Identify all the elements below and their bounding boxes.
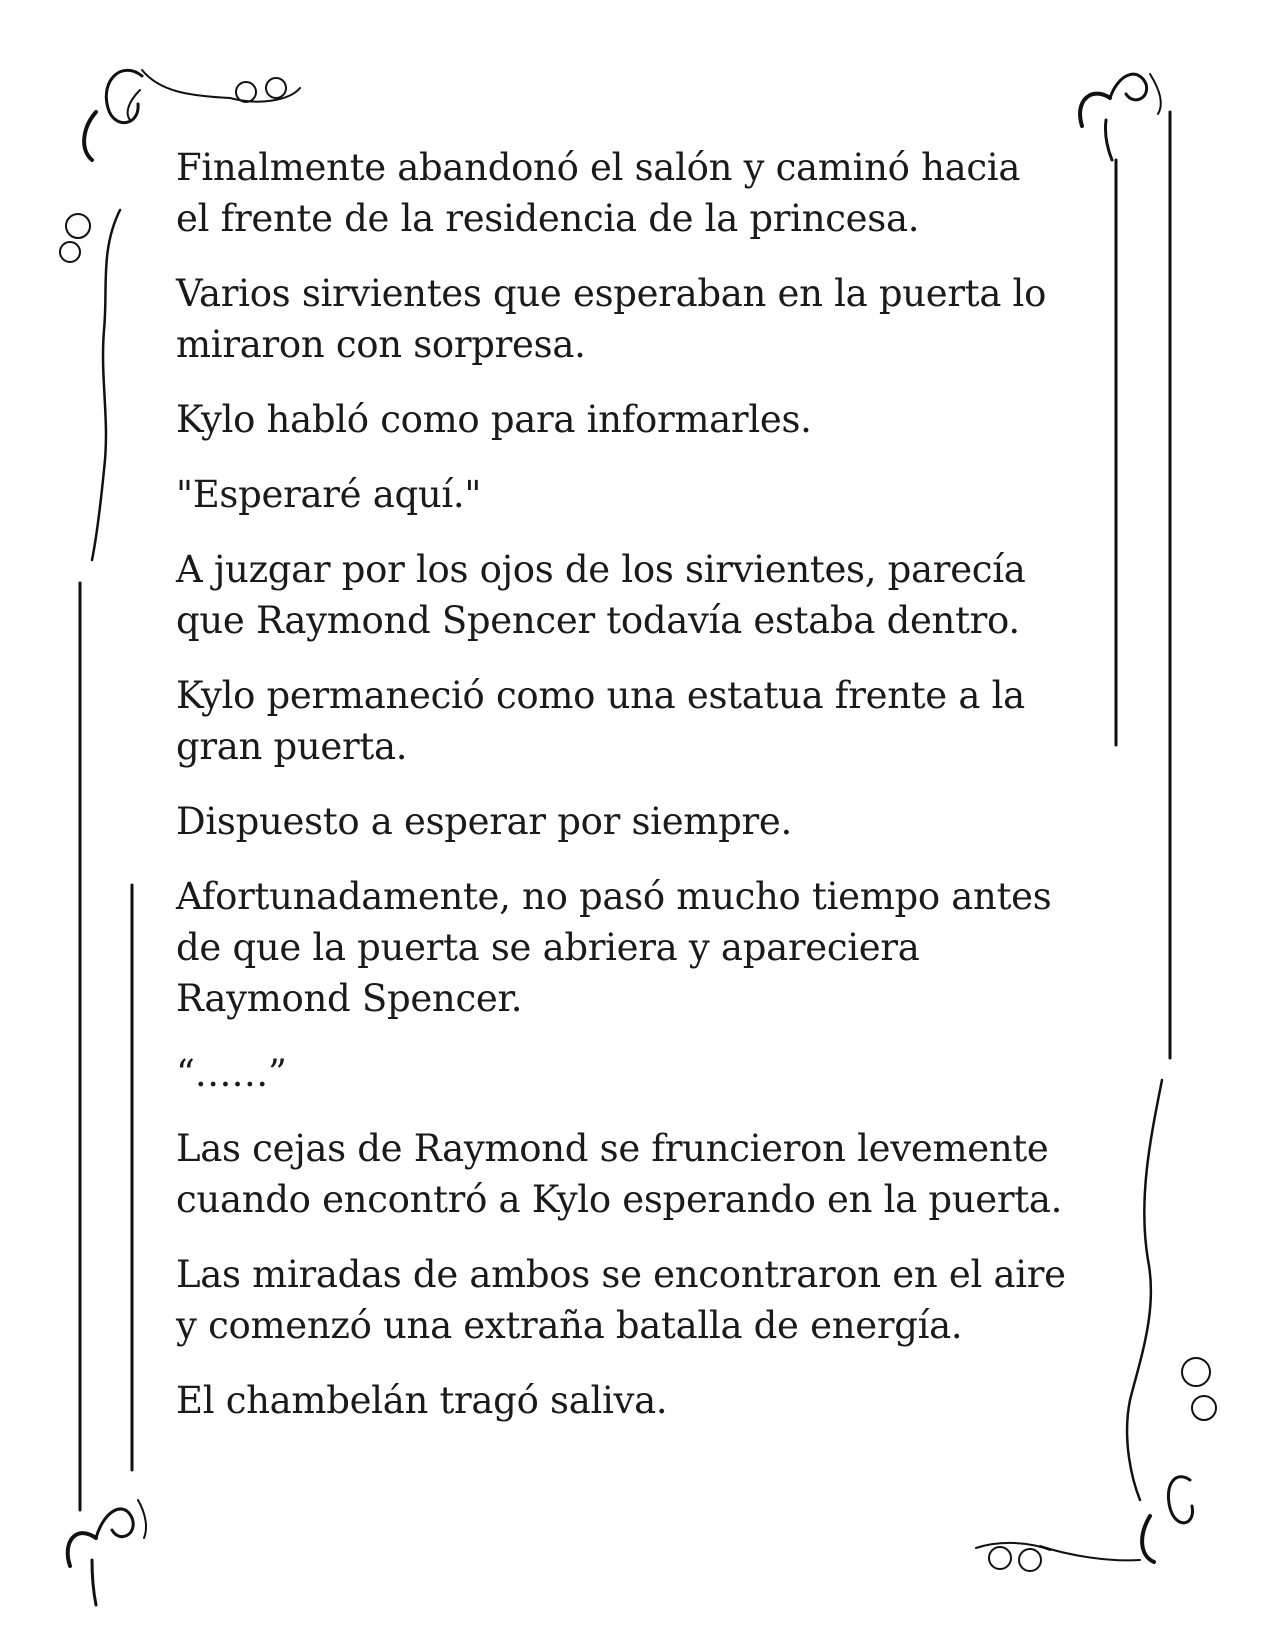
paragraph: Afortunadamente, no pasó mucho tiempo antes de que la puerta se abriera y apareciera Raymond Spencer. — [176, 875, 1052, 1020]
story-text — [176, 142, 1106, 1450]
paragraph: Dispuesto a esperar por siempre. — [176, 800, 792, 843]
paragraph: A juzgar por los ojos de los sirvientes, parecía que Raymond Spencer todavía estaba dentro. — [176, 548, 1026, 642]
paragraph: Kylo habló como para informarles. — [176, 398, 812, 441]
paragraph: Las miradas de ambos se encontraron en el aire y comenzó una extraña batalla de energía. — [176, 1253, 1066, 1347]
paragraph: "Esperaré aquí." — [176, 473, 482, 516]
paragraph: Las cejas de Raymond se fruncieron levemente cuando encontró a Kylo esperando en la puerta. — [176, 1127, 1063, 1221]
paragraph: Kylo permaneció como una estatua frente a la gran puerta. — [176, 674, 1025, 768]
paragraph: Finalmente abandonó el salón y caminó hacia el frente de la residencia de la princesa. — [176, 146, 1021, 240]
paragraph: “……” — [176, 1052, 287, 1095]
paragraph: El chambelán tragó saliva. — [176, 1379, 668, 1422]
paragraph: Varios sirvientes que esperaban en la puerta lo miraron con sorpresa. — [176, 272, 1047, 366]
bottom-left-flourish-icon — [68, 1500, 146, 1605]
